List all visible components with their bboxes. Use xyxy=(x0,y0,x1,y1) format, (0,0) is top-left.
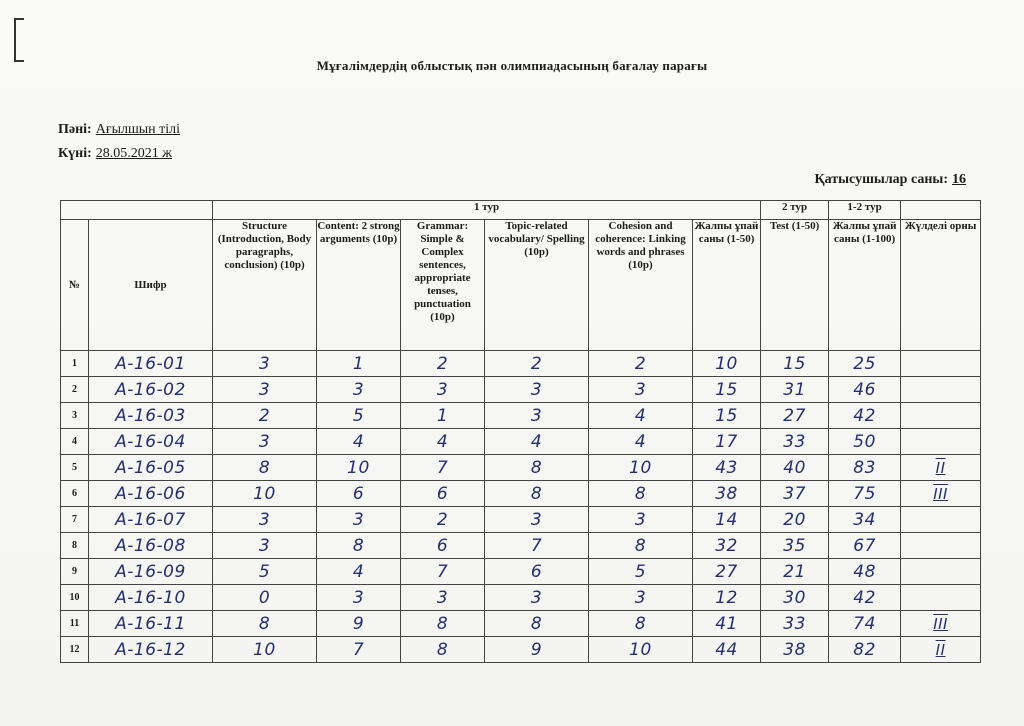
row-number: 12 xyxy=(61,637,89,663)
vocabulary-score: 8 xyxy=(485,455,589,481)
tour-header-row xyxy=(61,201,981,220)
participants-count xyxy=(814,172,966,188)
content-score: 4 xyxy=(317,429,401,455)
vocabulary-score: 3 xyxy=(485,403,589,429)
grammar-score: 7 xyxy=(401,559,485,585)
col-total-1: Жалпы ұпай саны (1-50) xyxy=(693,220,761,351)
cipher-cell: A-16-01 xyxy=(89,351,213,377)
column-header-row xyxy=(61,220,981,351)
test-score: 20 xyxy=(761,507,829,533)
table-row xyxy=(61,533,981,559)
table-row xyxy=(61,507,981,533)
total-1-score: 44 xyxy=(693,637,761,663)
place-cell xyxy=(901,429,981,455)
place-cell: III xyxy=(901,611,981,637)
sheet-title: Мұғалімдердің облыстық пән олимпиадасының бағалау парағы xyxy=(316,58,708,73)
row-number: 3 xyxy=(61,403,89,429)
place-cell: II xyxy=(901,455,981,481)
total-1-2-score: 74 xyxy=(829,611,901,637)
row-number: 10 xyxy=(61,585,89,611)
col-content: Content: 2 strong arguments (10p) xyxy=(317,220,401,351)
cohesion-score: 3 xyxy=(589,585,693,611)
vocabulary-score: 9 xyxy=(485,637,589,663)
cohesion-score: 8 xyxy=(589,481,693,507)
total-1-2-score: 83 xyxy=(829,455,901,481)
participants-label: Қатысушылар саны: xyxy=(814,172,948,187)
content-score: 6 xyxy=(317,481,401,507)
grammar-score: 4 xyxy=(401,429,485,455)
table-row xyxy=(61,611,981,637)
test-score: 35 xyxy=(761,533,829,559)
row-number: 11 xyxy=(61,611,89,637)
subject-label: Пәні: xyxy=(58,122,92,137)
cohesion-score: 2 xyxy=(589,351,693,377)
total-1-score: 32 xyxy=(693,533,761,559)
table-row xyxy=(61,455,981,481)
table-row xyxy=(61,481,981,507)
score-table xyxy=(60,200,981,663)
participants-value: 16 xyxy=(952,172,966,187)
structure-score: 10 xyxy=(213,481,317,507)
row-number: 2 xyxy=(61,377,89,403)
col-no: № xyxy=(61,220,89,351)
content-score: 3 xyxy=(317,585,401,611)
date-line xyxy=(58,146,172,162)
test-score: 27 xyxy=(761,403,829,429)
structure-score: 3 xyxy=(213,533,317,559)
cipher-cell: A-16-05 xyxy=(89,455,213,481)
cipher-cell: A-16-10 xyxy=(89,585,213,611)
content-score: 3 xyxy=(317,507,401,533)
grammar-score: 3 xyxy=(401,585,485,611)
content-score: 4 xyxy=(317,559,401,585)
place-cell: II xyxy=(901,637,981,663)
row-number: 5 xyxy=(61,455,89,481)
cipher-cell: A-16-09 xyxy=(89,559,213,585)
place-cell xyxy=(901,507,981,533)
vocabulary-score: 4 xyxy=(485,429,589,455)
total-1-2-score: 25 xyxy=(829,351,901,377)
cohesion-score: 4 xyxy=(589,429,693,455)
content-score: 9 xyxy=(317,611,401,637)
tour-2-header: 2 тур xyxy=(761,201,829,220)
total-1-score: 43 xyxy=(693,455,761,481)
col-vocabulary: Topic-related vocabulary/ Spelling (10p) xyxy=(485,220,589,351)
vocabulary-score: 3 xyxy=(485,377,589,403)
vocabulary-score: 3 xyxy=(485,507,589,533)
test-score: 37 xyxy=(761,481,829,507)
date-value: 28.05.2021 ж xyxy=(95,146,172,161)
cohesion-score: 4 xyxy=(589,403,693,429)
row-number: 7 xyxy=(61,507,89,533)
vocabulary-score: 7 xyxy=(485,533,589,559)
table-row xyxy=(61,637,981,663)
col-cipher: Шифр xyxy=(89,220,213,351)
cipher-cell: A-16-12 xyxy=(89,637,213,663)
test-score: 30 xyxy=(761,585,829,611)
total-1-2-score: 46 xyxy=(829,377,901,403)
tour-header-blank xyxy=(61,201,213,220)
total-1-2-score: 82 xyxy=(829,637,901,663)
total-1-score: 14 xyxy=(693,507,761,533)
tour-1-header: 1 тур xyxy=(213,201,761,220)
place-cell: III xyxy=(901,481,981,507)
total-1-2-score: 48 xyxy=(829,559,901,585)
cohesion-score: 3 xyxy=(589,507,693,533)
cohesion-score: 10 xyxy=(589,455,693,481)
total-1-2-score: 42 xyxy=(829,403,901,429)
place-cell xyxy=(901,585,981,611)
content-score: 7 xyxy=(317,637,401,663)
structure-score: 3 xyxy=(213,377,317,403)
place-cell xyxy=(901,559,981,585)
total-1-score: 10 xyxy=(693,351,761,377)
test-score: 40 xyxy=(761,455,829,481)
grammar-score: 1 xyxy=(401,403,485,429)
subject-value: Ағылшын тілі xyxy=(95,122,181,137)
tour-header-blank-end xyxy=(901,201,981,220)
total-1-2-score: 67 xyxy=(829,533,901,559)
col-cohesion: Cohesion and coherence: Linking words and phrases (10p) xyxy=(589,220,693,351)
table-row xyxy=(61,351,981,377)
place-cell xyxy=(901,533,981,559)
row-number: 8 xyxy=(61,533,89,559)
total-1-score: 38 xyxy=(693,481,761,507)
grammar-score: 2 xyxy=(401,507,485,533)
structure-score: 0 xyxy=(213,585,317,611)
row-number: 1 xyxy=(61,351,89,377)
cohesion-score: 8 xyxy=(589,533,693,559)
col-total-1-2: Жалпы ұпай саны (1-100) xyxy=(829,220,901,351)
structure-score: 8 xyxy=(213,455,317,481)
test-score: 33 xyxy=(761,611,829,637)
structure-score: 3 xyxy=(213,351,317,377)
staple-bracket-mark xyxy=(14,18,24,62)
total-1-2-score: 50 xyxy=(829,429,901,455)
structure-score: 2 xyxy=(213,403,317,429)
vocabulary-score: 8 xyxy=(485,481,589,507)
vocabulary-score: 3 xyxy=(485,585,589,611)
grammar-score: 6 xyxy=(401,481,485,507)
row-number: 6 xyxy=(61,481,89,507)
total-1-score: 27 xyxy=(693,559,761,585)
score-rows xyxy=(61,351,981,663)
structure-score: 8 xyxy=(213,611,317,637)
row-number: 4 xyxy=(61,429,89,455)
place-cell xyxy=(901,351,981,377)
row-number: 9 xyxy=(61,559,89,585)
cipher-cell: A-16-03 xyxy=(89,403,213,429)
table-row xyxy=(61,403,981,429)
cipher-cell: A-16-08 xyxy=(89,533,213,559)
col-test: Test (1-50) xyxy=(761,220,829,351)
grammar-score: 3 xyxy=(401,377,485,403)
content-score: 10 xyxy=(317,455,401,481)
cipher-cell: A-16-06 xyxy=(89,481,213,507)
test-score: 38 xyxy=(761,637,829,663)
content-score: 5 xyxy=(317,403,401,429)
cipher-cell: A-16-02 xyxy=(89,377,213,403)
subject-line xyxy=(58,122,180,138)
test-score: 33 xyxy=(761,429,829,455)
total-1-2-score: 75 xyxy=(829,481,901,507)
structure-score: 3 xyxy=(213,507,317,533)
table-row xyxy=(61,559,981,585)
place-cell xyxy=(901,377,981,403)
structure-score: 5 xyxy=(213,559,317,585)
place-cell xyxy=(901,403,981,429)
date-label: Күні: xyxy=(58,146,92,161)
col-grammar: Grammar: Simple & Complex sentences, appropriate tenses, punctuation (10p) xyxy=(401,220,485,351)
content-score: 1 xyxy=(317,351,401,377)
content-score: 3 xyxy=(317,377,401,403)
structure-score: 3 xyxy=(213,429,317,455)
table-row xyxy=(61,377,981,403)
table-row xyxy=(61,585,981,611)
total-1-2-score: 42 xyxy=(829,585,901,611)
vocabulary-score: 2 xyxy=(485,351,589,377)
vocabulary-score: 6 xyxy=(485,559,589,585)
total-1-score: 12 xyxy=(693,585,761,611)
cohesion-score: 8 xyxy=(589,611,693,637)
vocabulary-score: 8 xyxy=(485,611,589,637)
cipher-cell: A-16-07 xyxy=(89,507,213,533)
test-score: 15 xyxy=(761,351,829,377)
content-score: 8 xyxy=(317,533,401,559)
table-row xyxy=(61,429,981,455)
test-score: 21 xyxy=(761,559,829,585)
cohesion-score: 5 xyxy=(589,559,693,585)
grammar-score: 6 xyxy=(401,533,485,559)
total-1-score: 17 xyxy=(693,429,761,455)
grammar-score: 7 xyxy=(401,455,485,481)
tour-1-2-header: 1-2 тур xyxy=(829,201,901,220)
structure-score: 10 xyxy=(213,637,317,663)
cohesion-score: 10 xyxy=(589,637,693,663)
cohesion-score: 3 xyxy=(589,377,693,403)
grammar-score: 8 xyxy=(401,637,485,663)
grammar-score: 8 xyxy=(401,611,485,637)
total-1-score: 41 xyxy=(693,611,761,637)
total-1-2-score: 34 xyxy=(829,507,901,533)
test-score: 31 xyxy=(761,377,829,403)
col-place: Жүлделі орны xyxy=(901,220,981,351)
col-structure: Structure (Introduction, Body paragraphs, conclusion) (10p) xyxy=(213,220,317,351)
total-1-score: 15 xyxy=(693,403,761,429)
cipher-cell: A-16-11 xyxy=(89,611,213,637)
grammar-score: 2 xyxy=(401,351,485,377)
cipher-cell: A-16-04 xyxy=(89,429,213,455)
total-1-score: 15 xyxy=(693,377,761,403)
